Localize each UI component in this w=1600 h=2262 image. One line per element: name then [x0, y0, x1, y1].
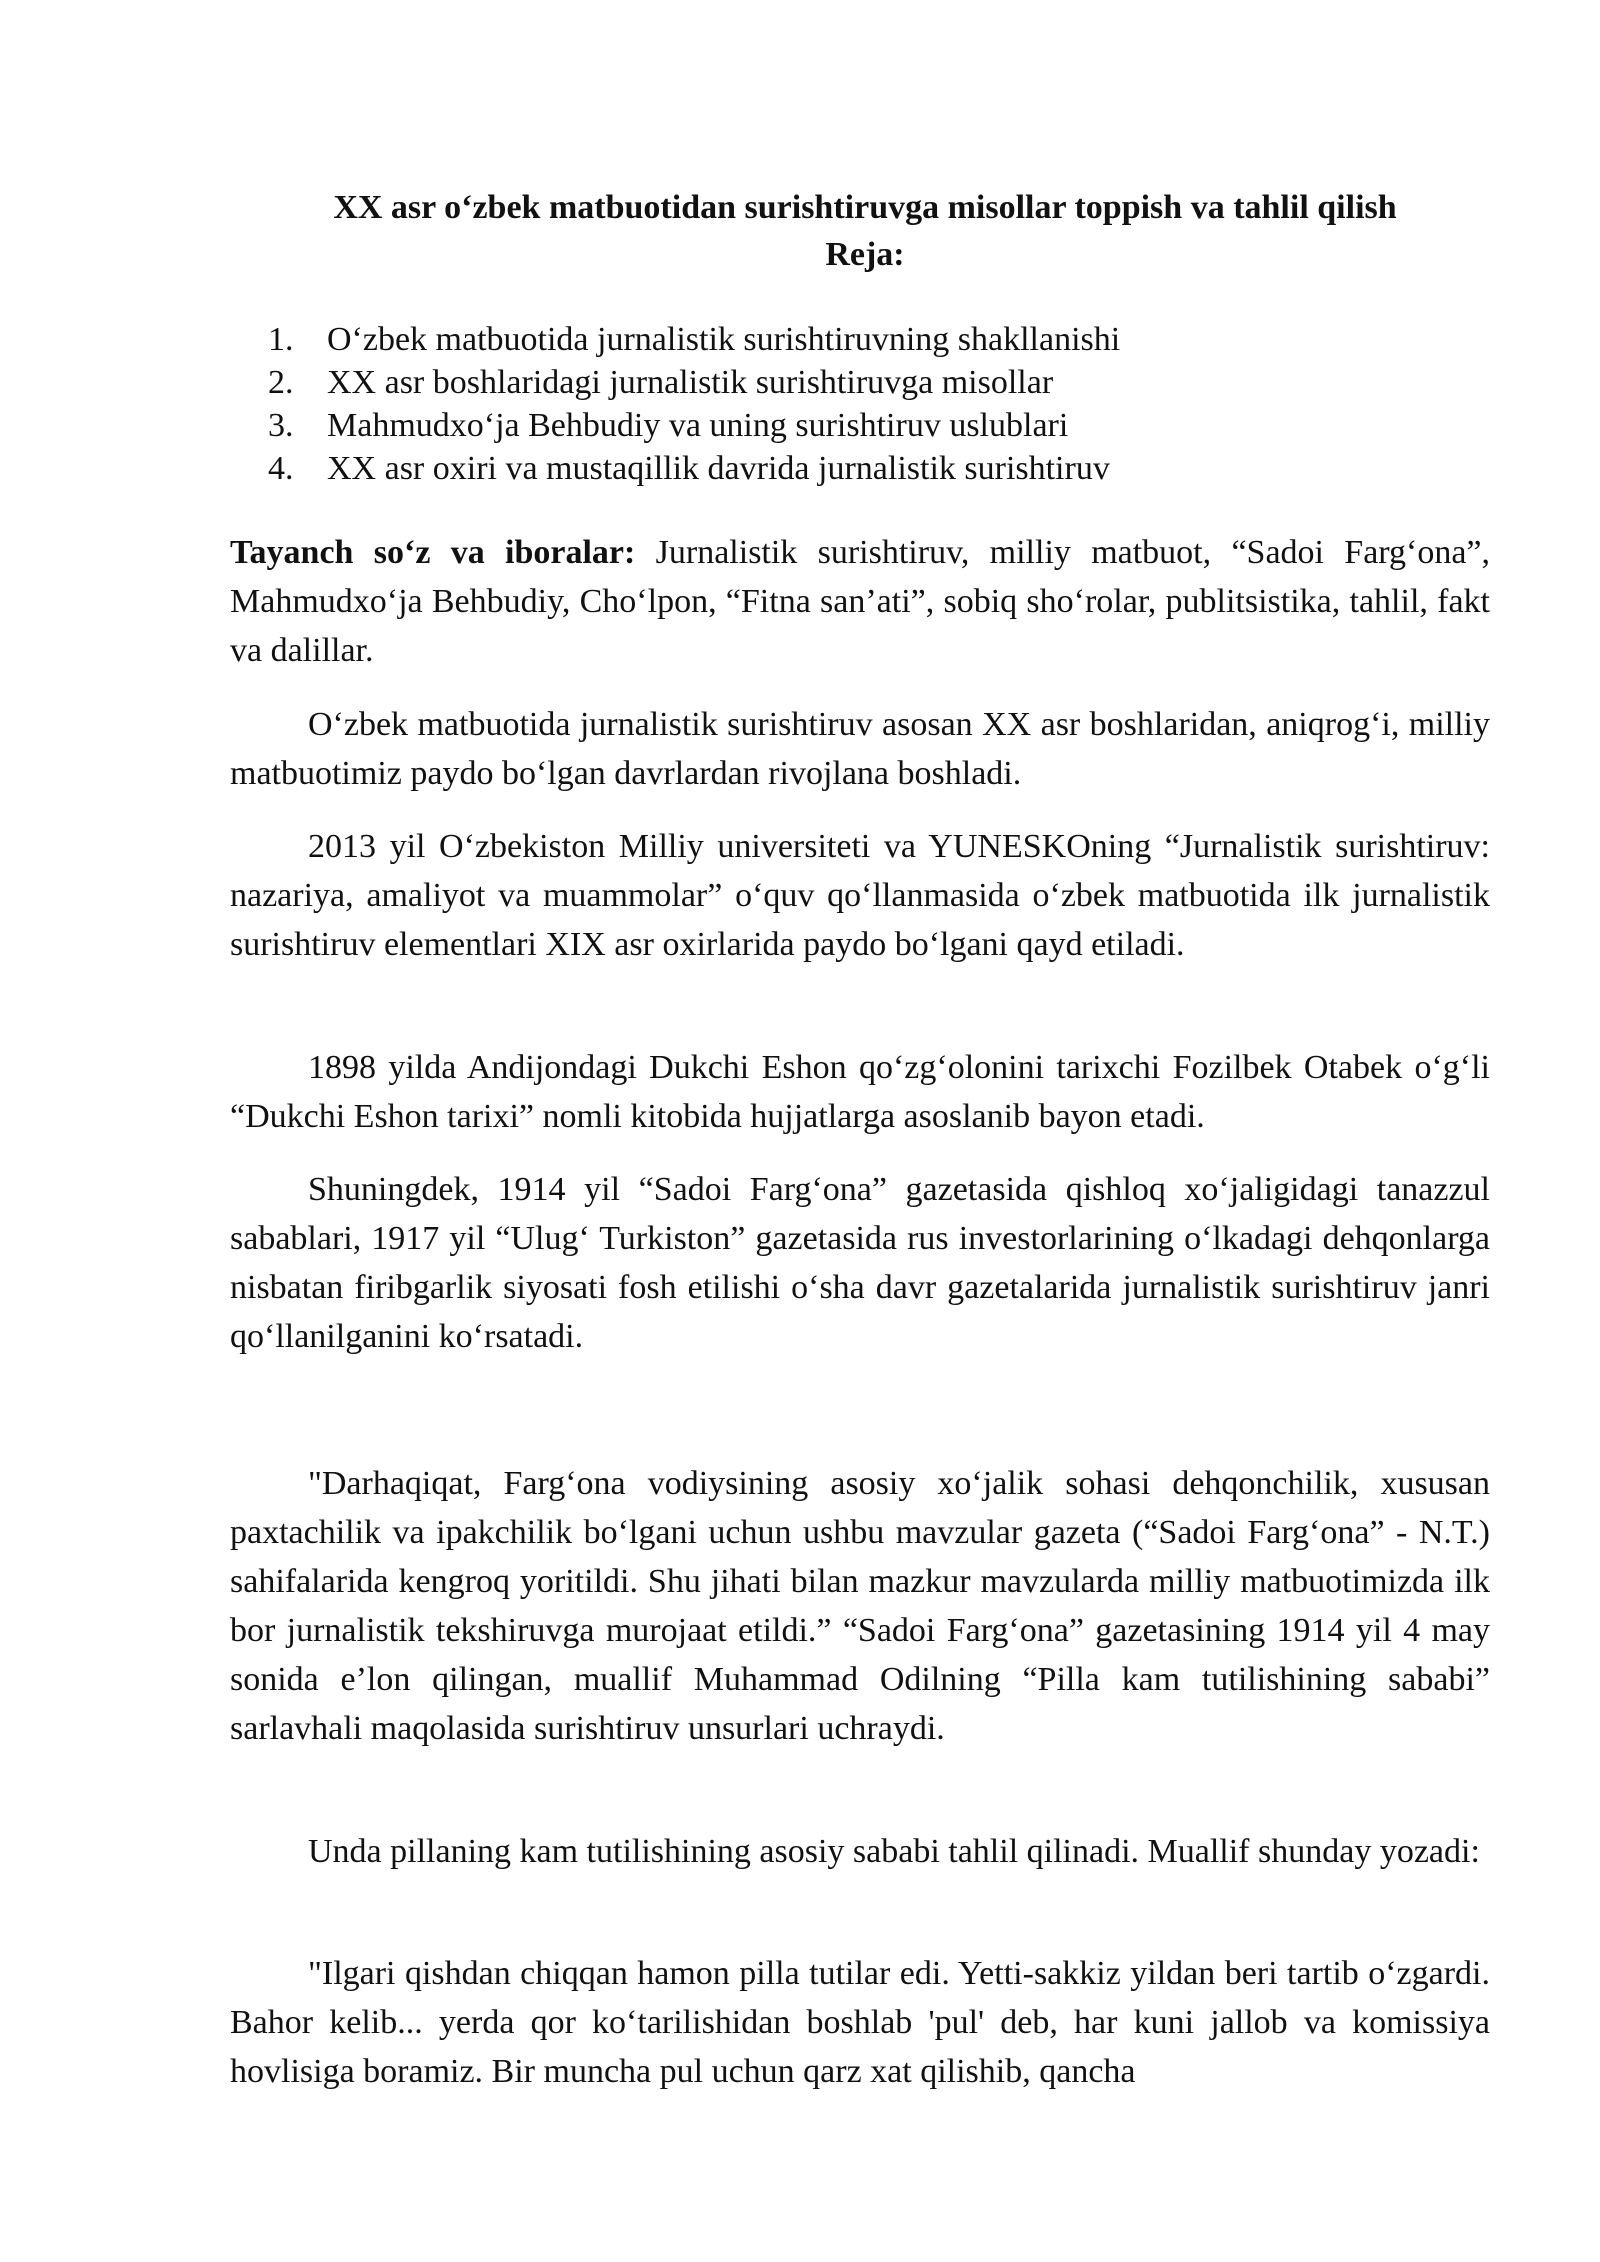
body-paragraph: Unda pillaning kam tutilishining asosiy sababi tahlil qilinadi. Muallif shunday yozadi: [308, 1833, 1480, 1870]
quote-paragraph: "Darhaqiqat, Farg‘ona vodiysining asosiy xo‘jalik sohasi dehqonchilik, xususan paxtachilik va ipakchilik bo‘lgani uchun ushbu mavzular gazeta (“Sadoi Farg‘ona” - N.T.) sahifalarida kengroq yoritildi. Shu jihati bilan mazkur mavzularda milliy matbuotimizda ilk bor jurnalistik tekshiruvga murojaat etildi.” “Sadoi Farg‘ona” gazetasining 1914 yil 4 may sonida e’lon qilingan, muallif Muhammad Odilning “Pilla kam tutilishining sababi” sarlavhali maqolasida surishtiruv unsurlari uchraydi. [230, 1465, 1490, 1747]
plan-item [268, 361, 1120, 404]
quote-paragraph: "Ilgari qishdan chiqqan hamon pilla tutilar edi. Yetti-sakkiz yildan beri tartib o‘zgardi. Bahor kelib... yerda qor ko‘tarilishidan boshlab 'pul' deb, har kuni jallob va komissiya hovlisiga boramiz. Bir muncha pul uchun qarz xat qilishib, qancha [230, 1955, 1490, 2090]
keywords-paragraph [230, 528, 1490, 675]
plan-item-text: XX asr boshlaridagi jurnalistik surishtiruvga misollar [327, 364, 1054, 401]
plan-item-number: 4. [268, 450, 294, 487]
plan-item [268, 318, 1120, 361]
plan-item-number: 2. [268, 364, 294, 401]
plan-item-text: Mahmudxo‘ja Behbudiy va uning surishtiruv uslublari [327, 407, 1069, 444]
body-paragraph: O‘zbek matbuotida jurnalistik surishtiruv asosan XX asr boshlaridan, aniqrog‘i, milliy matbuotimiz paydo bo‘lgan davrlardan rivojlana boshladi. [230, 706, 1490, 792]
plan-item-number: 1. [268, 321, 294, 358]
document-title: XX asr o‘zbek matbuotidan surishtiruvga misollar toppish va tahlil qilish [333, 189, 1397, 226]
body-paragraph: 2013 yil O‘zbekiston Milliy universiteti va YUNESKOning “Jurnalistik surishtiruv: nazariya, amaliyot va muammolar” o‘quv qo‘llanmasida o‘zbek matbuotida ilk jurnalistik surishtiruv elementlari XIX asr oxirlarida paydo bo‘lgani qayd etiladi. [230, 828, 1490, 963]
body-paragraph: Shuningdek, 1914 yil “Sadoi Farg‘ona” gazetasida qishloq xo‘jaligidagi tanazzul sabablari, 1917 yil “Ulug‘ Turkiston” gazetasida rus investorlarining o‘lkadagi dehqonlarga nisbatan firibgarlik siyosati fosh etilishi o‘sha davr gazetalarida jurnalistik surishtiruv janri qo‘llanilganini ko‘rsatadi. [230, 1171, 1490, 1355]
plan-heading: Reja: [825, 236, 905, 273]
keywords-label: Tayanch so‘z va iboralar: [230, 534, 636, 571]
plan-list [268, 318, 1120, 490]
plan-item-text: XX asr oxiri va mustaqillik davrida jurnalistik surishtiruv [327, 450, 1110, 487]
keywords-text: Jurnalistik surishtiruv, milliy matbuot, “Sadoi Farg‘ona”, Mahmudxo‘ja Behbudiy, Cho‘lpon, “Fitna san’ati”, sobiq sho‘rolar, publitsistika, tahlil, fakt va dalillar. [230, 534, 1490, 669]
plan-item-number: 3. [268, 407, 294, 444]
plan-item [268, 447, 1120, 490]
plan-item [268, 404, 1120, 447]
plan-item-text: O‘zbek matbuotida jurnalistik surishtiruvning shakllanishi [327, 321, 1121, 358]
body-paragraph: 1898 yilda Andijondagi Dukchi Eshon qo‘zg‘olonini tarixchi Fozilbek Otabek o‘g‘li “Dukchi Eshon tarixi” nomli kitobida hujjatlarga asoslanib bayon etadi. [230, 1049, 1490, 1135]
